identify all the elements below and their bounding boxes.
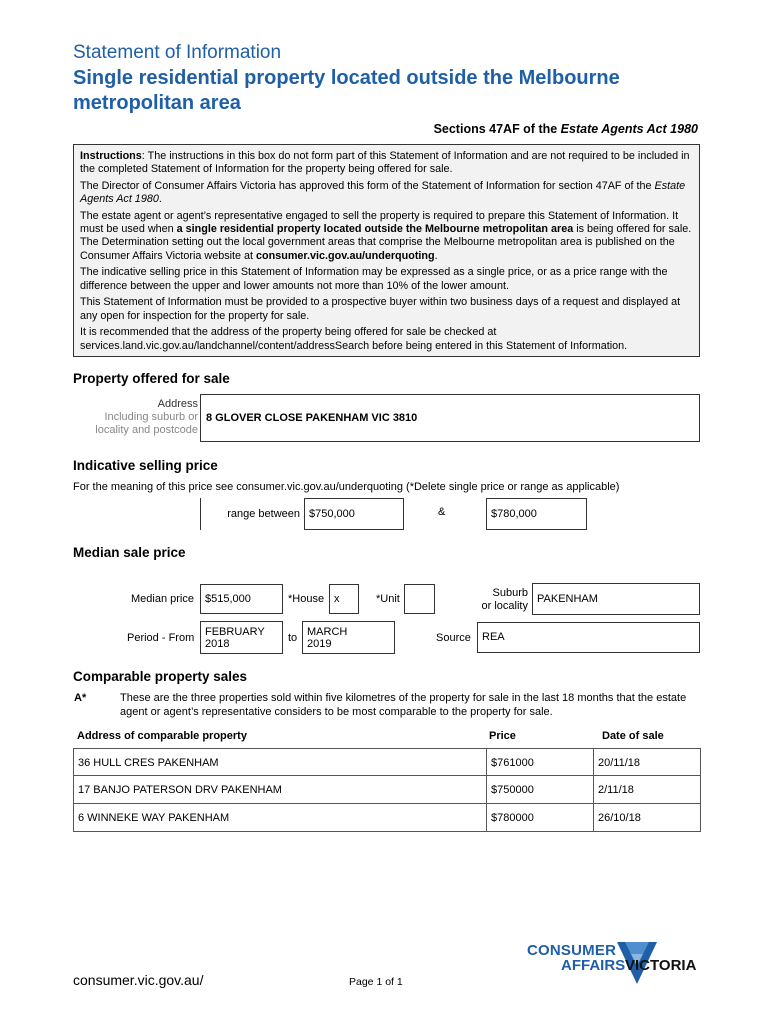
period-to-field[interactable]: MARCH 2019 [302, 621, 395, 654]
price-high-field[interactable]: $780,000 [486, 498, 587, 530]
instructions-paragraph-6: It is recommended that the address of the property being offered for sale be checked at services.land.vic.gov.au/landchannel/content/addressSearch before being entered in this Statement of Information. [80, 326, 628, 352]
address-label: Address Including suburb or locality and postcode [95, 398, 198, 437]
document-title: Single residential property located outside the Melbourne metropolitan area [73, 67, 620, 114]
comparable-price-cell[interactable]: $750000 [486, 776, 593, 803]
logo-text-victoria: VICTORIA [625, 957, 697, 974]
document-heading: Statement of Information [73, 42, 282, 63]
comparable-date-cell[interactable]: 2/11/18 [593, 776, 700, 803]
instructions-paragraph-4: The indicative selling price in this Statement of Information may be expressed as a single price, or as a price range with the difference between the upper and lower amounts not more than 10% of the lower amount. [80, 266, 668, 292]
comparable-address-cell[interactable]: 17 BANJO PATERSON DRV PAKENHAM [78, 784, 282, 796]
footer-url[interactable]: consumer.vic.gov.au/ [73, 972, 204, 988]
table-row [73, 776, 701, 804]
median-section-heading: Median sale price [73, 545, 186, 560]
comparable-description: These are the three properties sold within five kilometres of the property for sale in the last 18 months that the estate agent or agent’s representative considers to be most comparable to the property for sale. [120, 692, 687, 718]
column-header-date: Date of sale [602, 730, 664, 742]
instructions-paragraph-3: The estate agent or agent’s representative engaged to sell the property is required to prepare this Statement of Information. It must be used when a single residential property located outside the Melbourne metropolitan area is being offered for sale. The Determination setting out the local government areas that comprise the Melbourne metropolitan area is published on the Consumer Affairs Victoria website at consumer.vic.gov.au/underquoting. [80, 210, 692, 262]
comparable-date-cell[interactable]: 26/10/18 [593, 804, 700, 831]
house-checkbox[interactable]: x [329, 584, 359, 614]
comparable-address-cell[interactable]: 6 WINNEKE WAY PAKENHAM [78, 812, 230, 824]
underquoting-link[interactable]: consumer.vic.gov.au/underquoting [256, 249, 435, 262]
page-number: Page 1 of 1 [349, 976, 403, 988]
logo-text-affairs: AFFAIRS [561, 957, 626, 974]
price-low-field[interactable]: $750,000 [304, 498, 404, 530]
instructions-box [73, 144, 700, 357]
indicative-section-heading: Indicative selling price [73, 458, 218, 473]
suburb-field[interactable]: PAKENHAM [532, 583, 700, 615]
comparable-table [73, 726, 701, 832]
unit-label: *Unit [376, 593, 400, 605]
consumer-affairs-victoria-logo [527, 940, 703, 986]
comparable-price-cell[interactable]: $780000 [486, 804, 593, 831]
source-label: Source [436, 632, 471, 644]
table-row [73, 804, 701, 832]
address-field[interactable]: 8 GLOVER CLOSE PAKENHAM VIC 3810 [200, 394, 700, 442]
suburb-label: Suburb or locality [481, 587, 528, 612]
median-price-field[interactable]: $515,000 [200, 584, 283, 614]
period-from-field[interactable]: FEBRUARY 2018 [200, 621, 283, 654]
column-header-price: Price [489, 730, 516, 742]
source-field[interactable]: REA [477, 622, 700, 653]
instructions-paragraph-5: This Statement of Information must be provided to a prospective buyer within two business days of a request and displayed at any open for inspection for the property for sale. [80, 296, 681, 322]
instructions-paragraph-2: The Director of Consumer Affairs Victoria has approved this form of the Statement of Information for section 47AF of the Estate Agents Act 1980. [80, 180, 686, 206]
comparable-price-cell[interactable]: $761000 [486, 749, 593, 775]
instructions-paragraph-1: Instructions: The instructions in this box do not form part of this Statement of Information and are not required to be included in the completed Statement of Information for the property being offered for sale. [80, 150, 690, 176]
logo-text-consumer: CONSUMER [527, 942, 617, 959]
column-header-address: Address of comparable property [77, 730, 247, 742]
comparable-section-heading: Comparable property sales [73, 669, 248, 684]
comparable-table-header [73, 726, 701, 748]
house-label: *House [288, 593, 325, 605]
comparable-marker: A* [74, 692, 87, 704]
table-row [73, 748, 701, 776]
sections-reference: Sections 47AF of the Estate Agents Act 1980 [433, 122, 698, 136]
comparable-address-cell[interactable]: 36 HULL CRES PAKENHAM [78, 757, 219, 769]
unit-checkbox[interactable] [404, 584, 435, 614]
range-between-label: range between [200, 498, 304, 530]
comparable-date-cell[interactable]: 20/11/18 [593, 749, 700, 775]
property-section-heading: Property offered for sale [73, 371, 230, 386]
indicative-meaning-text: For the meaning of this price see consumer.vic.gov.au/underquoting (*Delete single price or range as applicable) [73, 481, 620, 493]
ampersand-label: & [438, 506, 446, 518]
median-price-label: Median price [131, 593, 194, 605]
period-from-label: Period - From [127, 632, 195, 644]
period-to-label: to [288, 632, 298, 644]
